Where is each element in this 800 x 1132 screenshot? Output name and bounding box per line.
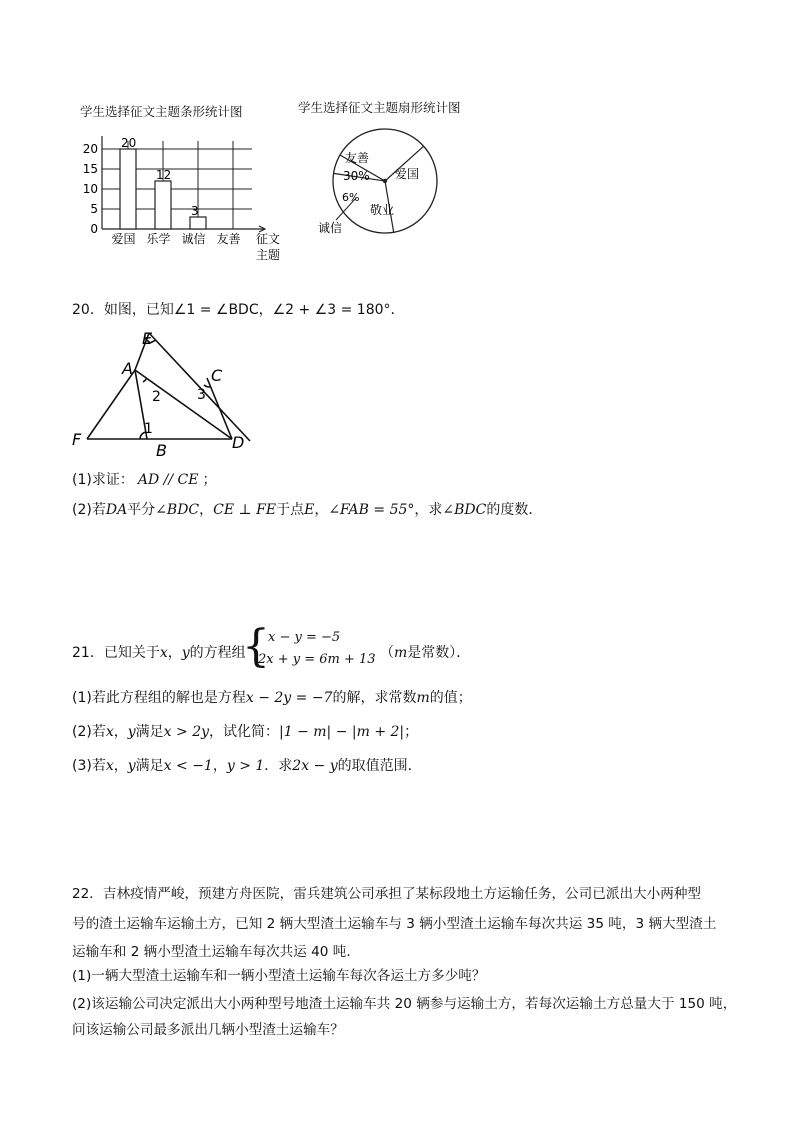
q21-p3-h: y > 1 (226, 758, 265, 774)
bar-chart-xlabel-line1: 征文 (256, 232, 281, 246)
q21-intro-y: y (181, 645, 190, 661)
q20-p2-j: ∠FAB = 55° (328, 502, 415, 518)
q22-line3: 运输车和 2 辆小型渣土运输车每次共运 40 吨． (72, 944, 360, 960)
system-eq2: 2x + y = 6m + 13 (258, 652, 376, 667)
q22-part2-line2: 问该运输公司最多派出几辆小型渣土运输车？ (72, 1022, 344, 1038)
bar-chart-svg (60, 96, 290, 266)
pie-label-jingye: 敬业 (370, 203, 395, 217)
bar-ytick-label: 5 (90, 202, 98, 216)
q21-p1-b: x − 2y = −7 (245, 690, 333, 706)
angle-label-3: 3 (197, 387, 206, 403)
bar-category-label: 友善 (216, 232, 241, 246)
bar-ytick-label: 15 (82, 162, 98, 176)
q21-p3-a: (3)若 (72, 758, 106, 774)
q21-p2-e: 满足 (135, 724, 164, 740)
pie-chart-svg (290, 96, 490, 246)
q20-p2-f: CE ⊥ FE (213, 502, 277, 518)
bar-category-label: 乐学 (146, 232, 171, 246)
point-label-E: E (142, 329, 153, 348)
q21-p1-a: (1)若此方程组的解也是方程 (72, 690, 246, 706)
q22-part1: (1)一辆大型渣土运输车和一辆小型渣土运输车每次各运土方多少吨？ (72, 968, 486, 984)
q21-p3-g: ， (212, 758, 227, 774)
q20-part1-suffix: ； (202, 472, 217, 488)
q20-intro-text: 20．如图，已知∠1 = ∠BDC，∠2 + ∠3 = 180°． (72, 302, 405, 318)
q21-p3-c: ， (113, 758, 128, 774)
q21-p3-i: ．求 (264, 758, 293, 774)
q20-p2-m: 的度数． (486, 502, 543, 518)
q21-p1-d: m (416, 690, 430, 706)
pie-percent-youshan: 30% (343, 169, 370, 183)
bar-ytick-label: 10 (82, 182, 98, 196)
bar-value-label: 20 (121, 136, 137, 150)
q21-part1 (72, 688, 472, 708)
q21-intro (72, 621, 672, 674)
q21-p3-k: 的取值范围． (337, 758, 422, 774)
q21-p3-b: x (105, 758, 114, 774)
angle-label-1: 1 (144, 421, 153, 437)
q21-p2-i: ； (404, 724, 419, 740)
q20-p2-g: 于点 (276, 502, 305, 518)
bar-category-label: 诚信 (181, 232, 206, 246)
point-label-B: B (156, 441, 167, 460)
q21-p2-c: ， (113, 724, 128, 740)
q21-p1-e: 的值； (429, 690, 472, 706)
q20-part2 (72, 500, 542, 520)
angle-2-arc (143, 378, 147, 382)
segment-AF (87, 370, 135, 439)
q20-p2-c: 平分 (127, 502, 156, 518)
point-label-F: F (72, 430, 82, 449)
q20-p2-i: ， (314, 502, 329, 518)
q20-p2-a: (2)若 (72, 502, 106, 518)
q21-p2-h: |1 − m| − |m + 2| (279, 724, 405, 740)
q20-p2-e: ， (199, 502, 214, 518)
point-label-A: A (122, 359, 133, 378)
pie-label-chengxin: 诚信 (318, 221, 343, 235)
q20-figure-svg (70, 328, 270, 460)
q21-part3 (72, 756, 422, 776)
pie-chart (290, 96, 490, 246)
bar-chart-title: 学生选择征文主题条形统计图 (80, 104, 243, 119)
q21-p2-g: ，试化简： (209, 724, 280, 740)
q21-p2-f: x > 2y (163, 724, 210, 740)
q20-intro (72, 300, 405, 320)
q21-intro-x: x (159, 645, 168, 661)
q21-intro-e: 的方程组 (189, 645, 246, 661)
q21-p3-j: 2x − y (292, 758, 338, 774)
pie-label-aiguo: 爱国 (395, 167, 420, 181)
pie-chart-title: 学生选择征文主题扇形统计图 (298, 100, 461, 115)
q21-intro-f: （ (380, 645, 394, 661)
point-label-C: C (211, 366, 223, 385)
q20-p2-k: ，求 (414, 502, 443, 518)
pie-label-youshan: 友善 (345, 151, 370, 165)
pie-center (383, 179, 387, 183)
q20-p2-l: ∠BDC (442, 502, 487, 518)
bar-value-label: 3 (191, 204, 199, 218)
q20-figure (70, 328, 270, 460)
q20-p2-h: E (304, 502, 315, 518)
q21-intro-m: m (394, 645, 408, 661)
q21-part2 (72, 722, 418, 742)
q21-p1-c: 的解，求常数 (332, 690, 417, 706)
bar-chart-xlabel-line2: 主题 (256, 248, 281, 262)
bar-ytick-label: 20 (82, 142, 98, 156)
q20-p2-b: DA (105, 502, 128, 518)
q21-intro-a: 21．已知关于 (72, 645, 160, 661)
q21-intro-h: 是常数）． (407, 645, 471, 661)
q21-intro-c: ， (167, 645, 182, 661)
q21-p2-b: x (105, 724, 114, 740)
q20-part1-prefix: (1)求证： (72, 472, 134, 488)
point-label-D: D (232, 433, 245, 452)
q20-part1 (72, 470, 216, 490)
q21-p2-a: (2)若 (72, 724, 106, 740)
bar-value-label: 12 (156, 168, 172, 182)
q21-p3-e: 满足 (135, 758, 164, 774)
q21-p2-d: y (127, 724, 136, 740)
system-brace: { (242, 621, 270, 672)
q20-part1-math: AD // CE (137, 472, 199, 488)
bar-chart (60, 96, 290, 266)
q22-part2-line1: (2)该运输公司决定派出大小两种型号地渣土运输车共 20 辆参与运输土方，若每次运输土方总量大于 150 吨， (72, 996, 737, 1012)
system-eq1: x − y = −5 (268, 630, 341, 645)
bar-爱国 (120, 149, 136, 229)
bar-category-label: 爱国 (111, 232, 136, 246)
q22-line1: 22．吉林疫情严峻，预建方舟医院，雷兵建筑公司承担了某标段地土方运输任务，公司已派出大小两种型 (72, 886, 702, 902)
q22-line2: 号的渣土运输车运输土方，已知 2 辆大型渣土运输车与 3 辆小型渣土运输车每次共运 35 吨，3 辆大型渣土 (72, 916, 717, 932)
pie-percent-chengxin: 6% (342, 191, 360, 204)
q21-p3-f: x < −1 (163, 758, 213, 774)
bar-乐学 (155, 181, 171, 229)
bar-ytick-label: 0 (90, 222, 98, 236)
bar-诚信 (190, 217, 206, 229)
angle-label-2: 2 (152, 389, 161, 405)
q20-p2-d: ∠BDC (155, 502, 200, 518)
q21-p3-d: y (127, 758, 136, 774)
